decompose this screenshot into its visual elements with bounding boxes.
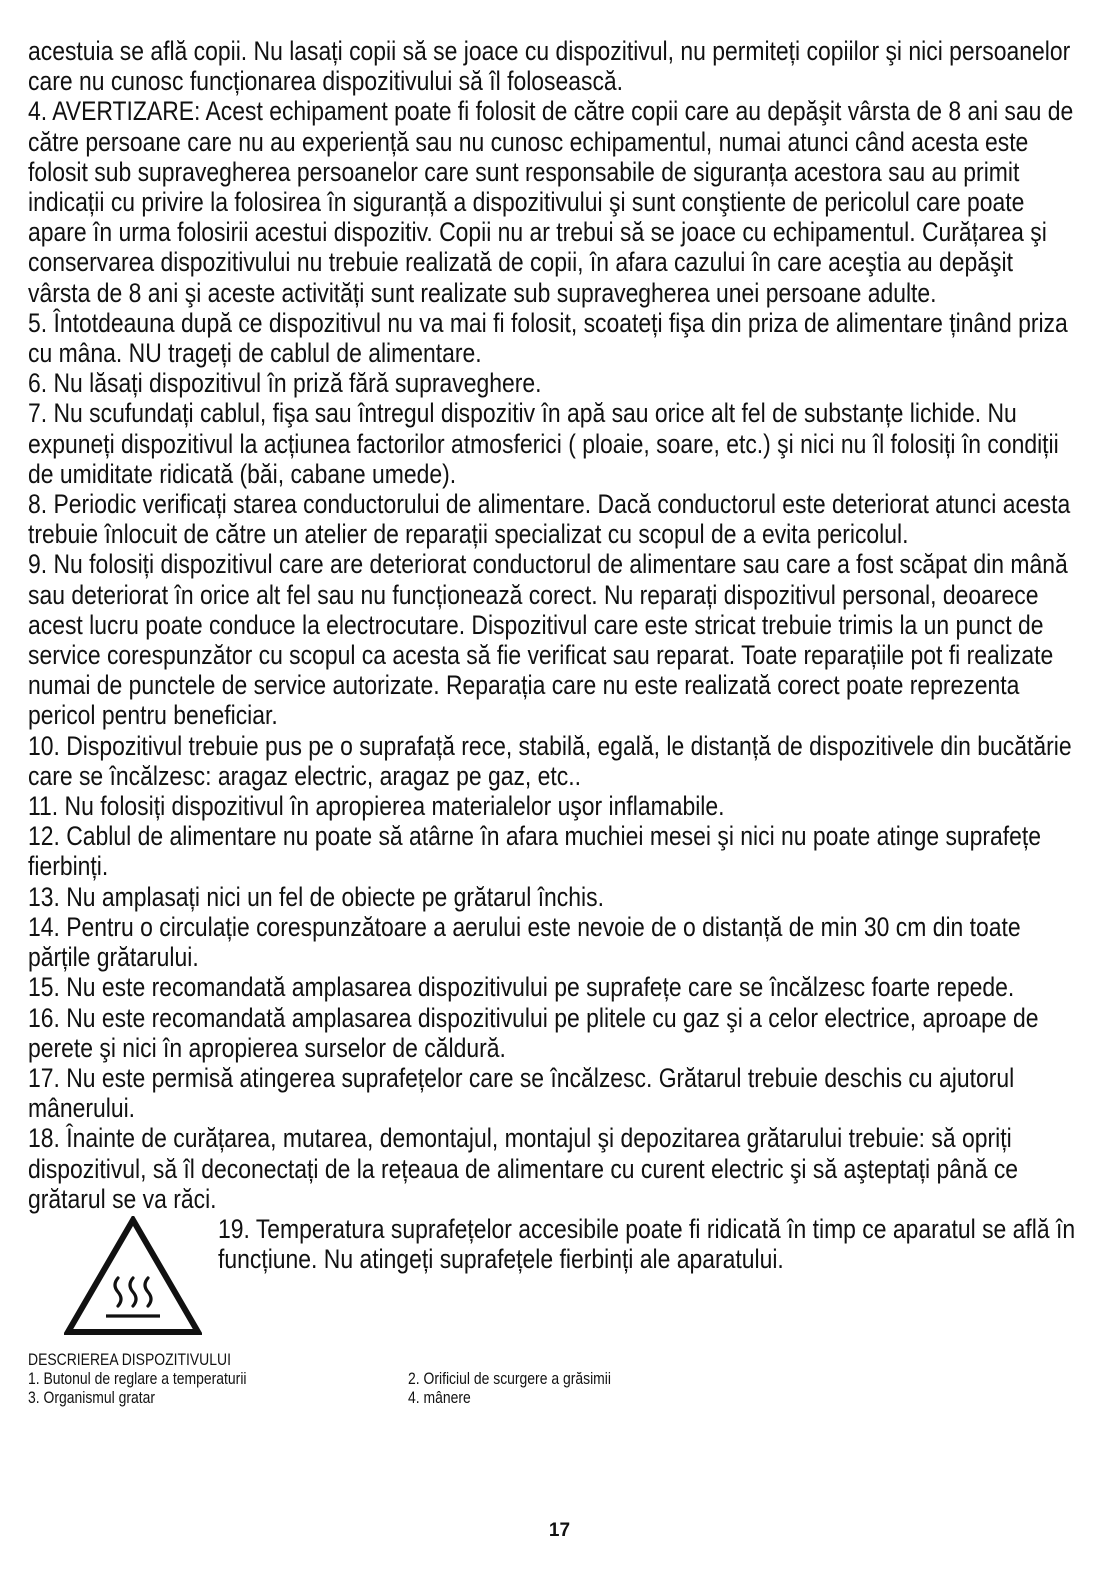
paragraph-13: 13. Nu amplasați nici un fel de obiecte pe grătarul închis. [28, 881, 604, 912]
paragraph-15: 15. Nu este recomandată amplasarea dispozitivului pe suprafețe care se încălzesc foarte repede. [28, 972, 1015, 1003]
paragraph-17: 17. Nu este permisă atingerea suprafețelor care se încălzesc. Grătarul trebuie deschis cu ajutorul mânerului. [28, 1062, 1015, 1124]
description-item: 4. mânere [408, 1387, 471, 1407]
paragraph-8: 8. Periodic verificați starea conductorului de alimentare. Dacă conductorul este deteriorat atunci acesta trebuie înlocuit de către un atelier de reparații specializat cu scopul de a evita pericolul. [28, 489, 1071, 550]
paragraph-12: 12. Cablul de alimentare nu poate să atârne în afara muchiei mesei şi nici nu poate atinge suprafețe fierbinți. [28, 821, 1042, 882]
hot-surface-warning [28, 1214, 1079, 1340]
description-item: 2. Orificiul de scurgere a grăsimii [408, 1368, 611, 1388]
paragraph-9: 9. Nu folosiți dispozitivul care are deteriorat conductorul de alimentare sau care a fost scăpat din mână sau deteriorat în orice alt fel sau nu funcționează corect. Nu reparați dispozitivul personal, deoarece acest lucru poate conduce la electrocutare. Dispozitivul care este stricat trebuie trimis la un punct de service corespunzător cu scopul ca acesta să fie verificat sau reparat. Toate reparațiile pot fi realizate numai de punctele de service autorizate. Reparația care nu este realizată corect poate reprezenta pericol pentru beneficiar. [28, 549, 1068, 731]
paragraph-6: 6. Nu lăsați dispozitivul în priză fără supraveghere. [28, 368, 542, 399]
paragraph-14: 14. Pentru o circulație corespunzătoare a aerului este nevoie de o distanță de min 30 cm din toate părțile grătarului. [28, 911, 1021, 973]
warning-text-container [218, 1214, 1119, 1274]
paragraph-10: 10. Dispozitivul trebuie pus pe o suprafață rece, stabilă, egală, le distanță de dispozitivele din bucătărie care se încălzesc: aragaz electric, aragaz pe gaz, etc.. [28, 730, 1072, 791]
paragraph-5: 5. Întotdeauna după ce dispozitivul nu va mai fi folosit, scoateți fişa din priza de alimentare ținând priza cu mâna. NU trageți de cablul de alimentare. [28, 307, 1068, 369]
hot-surface-warning-icon [64, 1216, 202, 1336]
safety-instructions [28, 36, 1079, 1214]
paragraph-intro: acestuia se află copii. Nu lasați copii să se joace cu dispozitivul, nu permiteți copiilor şi nici persoanelor care nu cunosc funcționarea dispozitivului să îl folosească. [28, 36, 1071, 97]
device-description [28, 1350, 1079, 1407]
paragraph-16: 16. Nu este recomandată amplasarea dispozitivului pe plitele cu gaz şi a celor electrice, aproape de perete şi nici în apropierea surselor de căldură. [28, 1002, 1039, 1063]
page-number: 17 [548, 1520, 571, 1541]
paragraph-19: 19. Temperatura suprafețelor accesibile poate fi ridicată în timp ce aparatul se află în funcțiune. Nu atingeți suprafețele fierbinți ale aparatului. [218, 1213, 1076, 1275]
description-item: 1. Butonul de reglare a temperaturii [28, 1368, 247, 1388]
paragraph-7: 7. Nu scufundați cablul, fişa sau întregul dispozitiv în apă sau orice alt fel de substanțe lichide. Nu expuneți dispozitivul la acțiunea factorilor atmosferici ( ploaie, soare, etc.) şi nici nu îl folosiți în condiții de umiditate ridicată (băi, cabane umede). [28, 398, 1059, 489]
paragraph-18: 18. Înainte de curățarea, mutarea, demontajul, montajul şi depozitarea grătarului trebuie: să opriți dispozitivul, să îl deconectați de la rețeaua de alimentare cu curent electric şi să aşteptați până ce grătarul se va răci. [28, 1123, 1019, 1214]
paragraph-4: 4. AVERTIZARE: Acest echipament poate fi folosit de către copii care au depăşit vârsta de 8 ani sau de către persoane care nu au experiență sau nu cunosc echipamentul, numai atunci când acesta este folosit sub supravegherea persoanelor care sunt responsabile de siguranța acestora sau au primit indicații cu privire la folosirea în siguranță a dispozitivului şi sunt conştiente de pericolul care poate apare în urma folosirii acestui dispozitiv. Copii nu ar trebui să se joace cu echipamentul. Curățarea şi conservarea dispozitivului nu trebuie realizată de copii, în afara cazului în care aceştia au depăşit vârsta de 8 ani şi aceste activități sunt realizate sub supravegherea unei persoane adulte. [28, 96, 1074, 308]
description-title: DESCRIEREA DISPOZITIVULUI [28, 1349, 231, 1369]
paragraph-11: 11. Nu folosiți dispozitivul în apropierea materialelor uşor inflamabile. [28, 791, 725, 822]
description-list [28, 1369, 1079, 1407]
description-item: 3. Organismul gratar [28, 1387, 156, 1407]
